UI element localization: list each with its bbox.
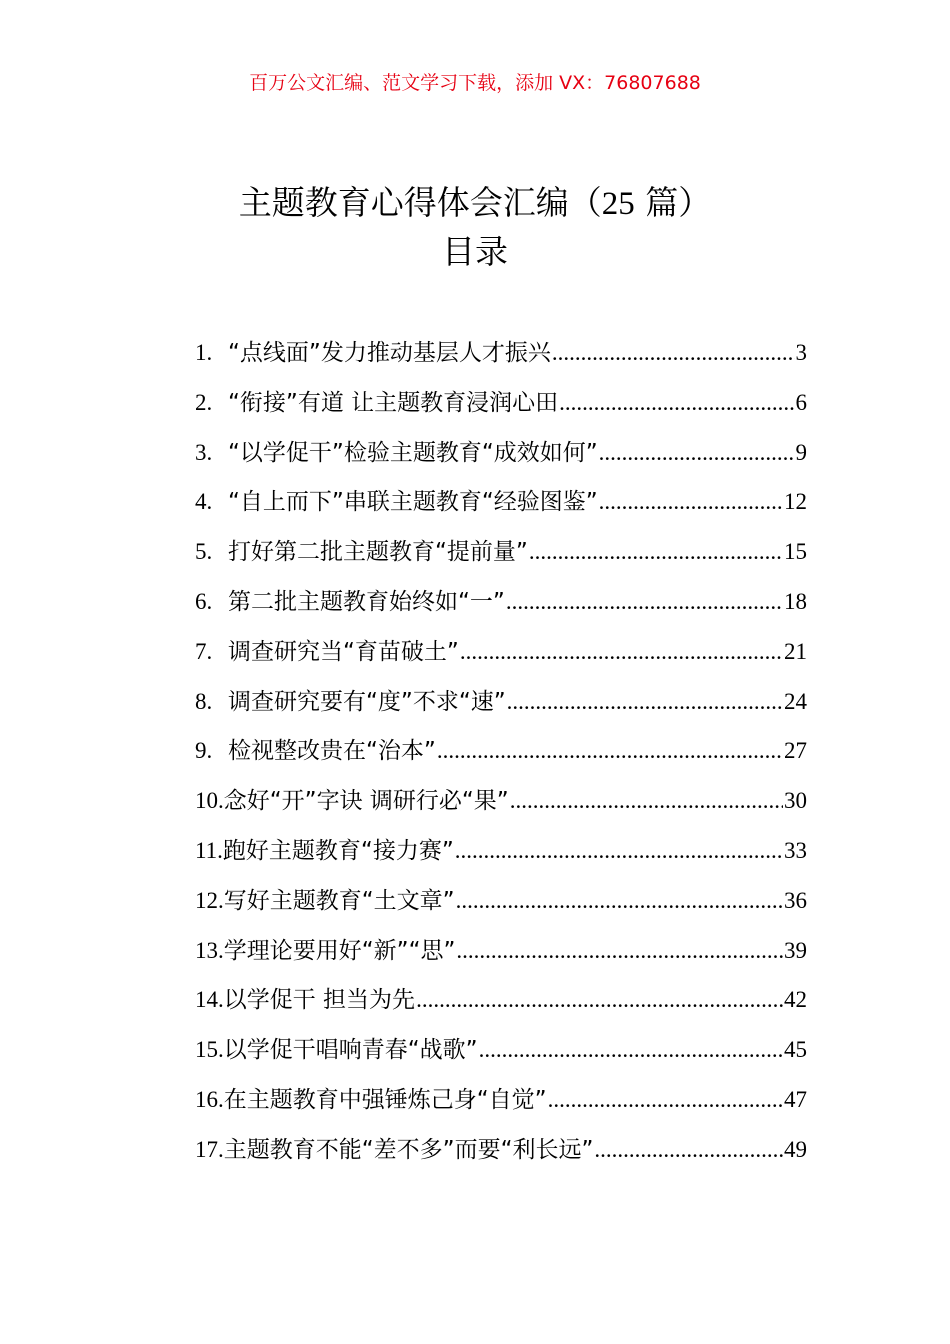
- toc-entry-page-number: 3: [795, 340, 807, 365]
- toc-entry-number: 1.: [195, 340, 213, 365]
- toc-entry-number: 9.: [195, 738, 213, 764]
- toc-dot-leader: [599, 482, 783, 522]
- toc-entry-title: 学理论要用好“新”“思”: [223, 937, 456, 964]
- toc-dot-leader: [529, 532, 783, 572]
- toc-entry-title: 打好第二批主题教育“提前量”: [228, 539, 528, 566]
- document-title: [0, 181, 950, 226]
- toc-dot-leader: [437, 731, 783, 771]
- toc-dot-leader: [506, 582, 783, 622]
- toc-dot-leader: [460, 632, 783, 672]
- toc-entry-number: 5.: [195, 539, 213, 565]
- toc-dot-leader: [455, 831, 783, 871]
- toc-entry-title: 以学促干唱响青春“战歌”: [223, 1037, 478, 1064]
- toc-entry[interactable]: [195, 383, 807, 433]
- toc-entry-title: 调查研究当“育苗破土”: [228, 638, 459, 665]
- toc-entry-page-number: 24: [784, 688, 807, 714]
- table-of-contents: [195, 333, 807, 1180]
- toc-dot-leader: [510, 781, 783, 821]
- toc-entry-number: 13.: [195, 937, 224, 963]
- toc-entry-page-number: 27: [784, 738, 807, 764]
- toc-entry-page-number: 45: [784, 1037, 807, 1063]
- toc-entry-title: 主题教育不能“差不多”而要“利长远”: [223, 1136, 594, 1163]
- toc-entry-page-number: 33: [784, 837, 807, 863]
- toc-entry[interactable]: [195, 881, 807, 931]
- toc-entry-number: 8.: [195, 688, 213, 714]
- toc-entry-title: 调查研究要有“度”不求“速”: [228, 688, 506, 715]
- toc-entry[interactable]: [195, 1080, 807, 1130]
- title-suffix: 篇）: [634, 183, 712, 222]
- toc-entry[interactable]: [195, 980, 807, 1030]
- title-prefix: 主题教育心得体会汇编（: [238, 183, 602, 222]
- toc-entry[interactable]: [195, 582, 807, 632]
- toc-dot-leader: [479, 1030, 783, 1070]
- toc-entry[interactable]: [195, 831, 807, 881]
- title-count: 25: [601, 186, 635, 222]
- toc-entry-number: 17.: [195, 1136, 224, 1162]
- toc-entry-page-number: 30: [784, 788, 807, 814]
- toc-entry-page-number: 49: [784, 1136, 807, 1162]
- toc-entry-page-number: 36: [784, 887, 807, 913]
- toc-entry-number: 4.: [195, 489, 213, 515]
- toc-heading: 目录: [442, 232, 508, 271]
- toc-entry-title: “点线面”发力推动基层人才振兴: [228, 340, 551, 366]
- toc-entry-title: “自上而下”串联主题教育“经验图鉴”: [228, 489, 598, 516]
- toc-entry-page-number: 12: [784, 489, 807, 515]
- toc-dot-leader: [507, 682, 783, 722]
- toc-entry[interactable]: [195, 482, 807, 532]
- toc-entry-number: 11.: [195, 837, 223, 863]
- toc-dot-leader: [599, 433, 795, 473]
- toc-entry[interactable]: [195, 532, 807, 582]
- toc-entry-page-number: 15: [784, 539, 807, 565]
- toc-entry-number: 10.: [195, 788, 224, 814]
- toc-dot-leader: [559, 383, 794, 423]
- toc-entry-page-number: 18: [784, 588, 807, 614]
- toc-entry-number: 15.: [195, 1037, 224, 1063]
- toc-dot-leader: [456, 881, 783, 921]
- toc-entry[interactable]: [195, 1030, 807, 1080]
- toc-entry-page-number: 21: [784, 638, 807, 664]
- toc-entry[interactable]: [195, 781, 807, 831]
- toc-dot-leader: [552, 333, 795, 373]
- toc-entry-page-number: 47: [784, 1086, 807, 1112]
- toc-dot-leader: [456, 931, 783, 971]
- toc-dot-leader: [594, 1130, 783, 1170]
- toc-entry-title: “衔接”有道 让主题教育浸润心田: [228, 389, 559, 416]
- toc-entry-title: 以学促干 担当为先: [223, 987, 416, 1014]
- toc-entry-number: 14.: [195, 987, 224, 1013]
- toc-entry-title: 检视整改贵在“治本”: [228, 738, 436, 765]
- toc-entry-page-number: 6: [795, 389, 807, 415]
- toc-entry[interactable]: [195, 1130, 807, 1180]
- toc-entry-title: 在主题教育中强锤炼己身“自觉”: [223, 1086, 547, 1113]
- toc-entry-number: 2.: [195, 389, 213, 415]
- toc-entry-title: 写好主题教育“土文章”: [223, 887, 455, 914]
- toc-entry-page-number: 42: [784, 987, 807, 1013]
- toc-entry-number: 6.: [195, 588, 213, 614]
- toc-entry[interactable]: [195, 682, 807, 732]
- toc-entry-page-number: 9: [795, 439, 807, 465]
- toc-entry-title: 念好“开”字诀 调研行必“果”: [223, 788, 509, 815]
- toc-entry[interactable]: [195, 333, 807, 383]
- toc-entry-number: 3.: [195, 439, 213, 465]
- toc-entry-number: 12.: [195, 887, 224, 913]
- toc-entry[interactable]: [195, 731, 807, 781]
- toc-entry-number: 16.: [195, 1086, 224, 1112]
- toc-dot-leader: [548, 1080, 783, 1120]
- toc-entry-number: 7.: [195, 638, 213, 664]
- toc-entry[interactable]: [195, 931, 807, 981]
- toc-entry-title: 第二批主题教育始终如“一”: [228, 588, 505, 615]
- toc-entry-title: “以学促干”检验主题教育“成效如何”: [228, 439, 598, 466]
- toc-entry-page-number: 39: [784, 937, 807, 963]
- toc-entry[interactable]: [195, 433, 807, 483]
- toc-entry[interactable]: [195, 632, 807, 682]
- toc-entry-title: 跑好主题教育“接力赛”: [222, 837, 454, 864]
- header-contact-note: 百万公文汇编、范文学习下载，添加 VX：76807688: [249, 72, 701, 94]
- toc-dot-leader: [416, 980, 783, 1020]
